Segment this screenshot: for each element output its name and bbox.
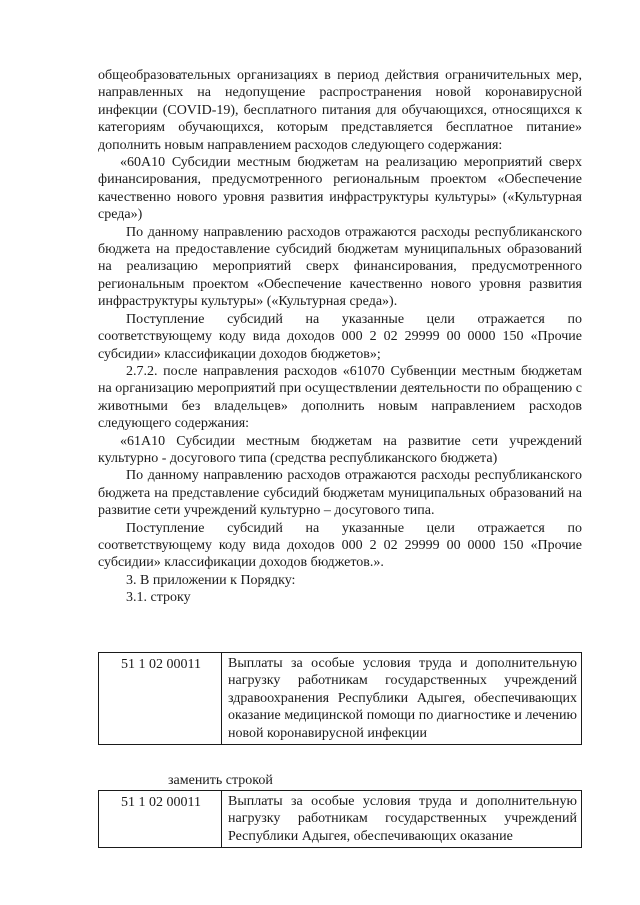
budget-description-cell: Выплаты за особые условия труда и дополнительную нагрузку работникам государственных учреждений Республики Адыгея, обеспечивающих оказание bbox=[222, 791, 582, 848]
paragraph-61a10-heading: «61А10 Субсидии местным бюджетам на развитие сети учреждений культурно - досугового типа (средства республиканского бюджета) bbox=[98, 433, 582, 466]
paragraph-60a10-heading: «60А10 Субсидии местным бюджетам на реализацию мероприятий сверх финансирования, предусмотренного региональным проектом «Обеспечение качественно нового уровня развития инфраструктуры культуры» («Культурная среда») bbox=[98, 155, 582, 223]
paragraph-61a10-description: По данному направлению расходов отражаются расходы республиканского бюджета на представление субсидий бюджетам муниципальных образований на развитие сети учреждений культурно – досугового типа. bbox=[98, 468, 582, 519]
paragraph-2-7-2: 2.7.2. после направления расходов «61070 Субвенции местным бюджетам на организацию мероприятий при осуществлении деятельности по обращению с животными без владельцев» дополнить новым направлением расходов следующего содержания: bbox=[98, 363, 582, 432]
paragraph-general-education: общеобразовательных организациях в период действия ограничительных мер, направленных на недопущение распространения новой коронавирусной инфекции (COVID-19), бесплатного питания для обучающихся, относящихся к категориям обучающихся, которым представляется бесплатное питание» дополнить новым направлением расходов следующего содержания: bbox=[98, 68, 582, 153]
budget-row-table-new bbox=[98, 790, 582, 848]
paragraph-appendix: 3. В приложении к Порядку: bbox=[126, 572, 296, 588]
budget-code-cell: 51 1 02 00011 bbox=[99, 653, 222, 745]
budget-row-table-old bbox=[98, 652, 582, 745]
body-text bbox=[98, 67, 582, 607]
budget-description-cell: Выплаты за особые условия труда и дополнительную нагрузку работникам государственных учреждений здравоохранения Республики Адыгея, обеспечивающих оказание медицинской помощи по диагностике и лечению новой коронавирусной инфекции bbox=[222, 653, 582, 745]
paragraph-60a10-description: По данному направлению расходов отражаются расходы республиканского бюджета на предоставление субсидий бюджетам муниципальных образований на реализацию мероприятий сверх финансирования, предусмотренного региональным проектом «Обеспечение качественно нового уровня развития инфраструктуры культуры» («Культурная среда»). bbox=[98, 224, 582, 310]
table-row bbox=[99, 791, 582, 848]
budget-code-cell: 51 1 02 00011 bbox=[99, 791, 222, 848]
table-row bbox=[99, 653, 582, 745]
paragraph-3-1-row: 3.1. строку bbox=[126, 590, 191, 606]
replace-label: заменить строкой bbox=[168, 773, 273, 788]
paragraph-61a10-income: Поступление субсидий на указанные цели отражается по соответствующему коду вида доходов 000 2 02 29999 00 0000 150 «Прочие субсидии» классификации доходов бюджетов.». bbox=[98, 520, 582, 571]
paragraph-60a10-income: Поступление субсидий на указанные цели отражается по соответствующему коду вида доходов 000 2 02 29999 00 0000 150 «Прочие субсидии» классификации доходов бюджетов»; bbox=[98, 311, 582, 362]
